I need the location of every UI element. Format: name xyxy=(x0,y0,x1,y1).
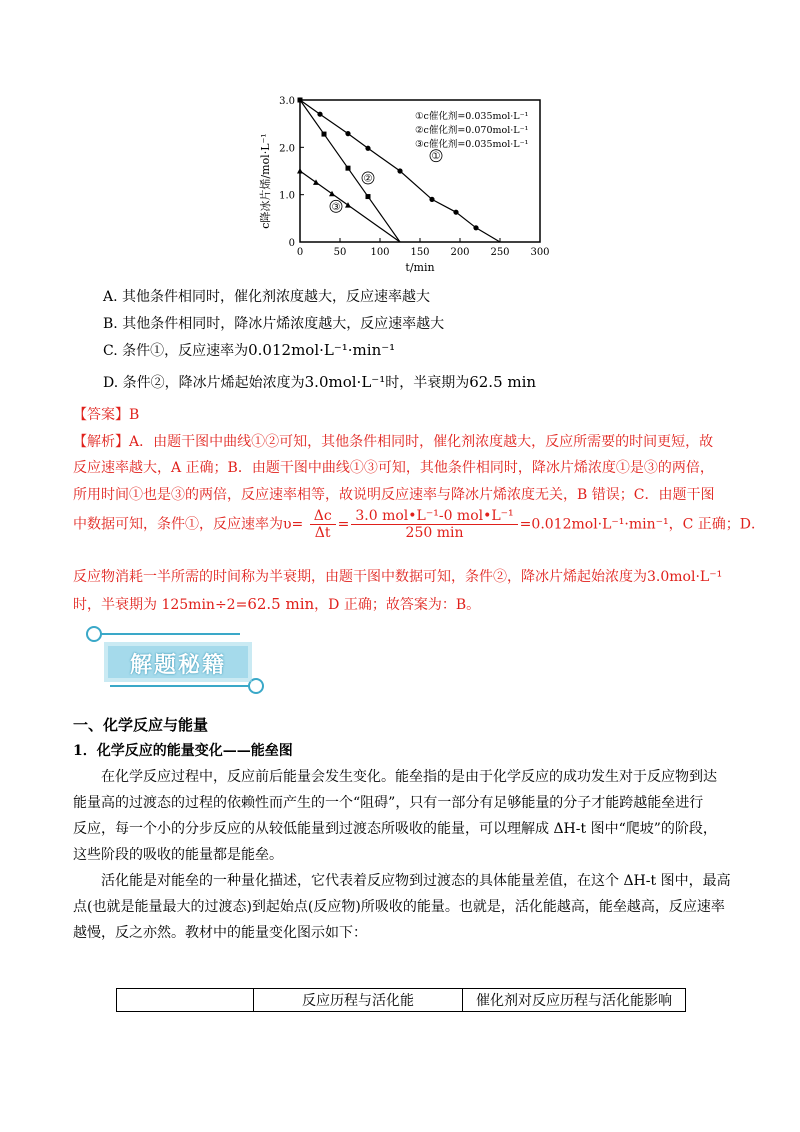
analysis-line-1: 【解析】A．由题干图中曲线①②可知，其他条件相同时，催化剂浓度越大，反应所需要的时间更短，故 xyxy=(73,434,714,450)
delta-fraction xyxy=(310,508,336,541)
data-point xyxy=(298,98,303,103)
y-tick-label: 2.0 xyxy=(279,143,295,155)
paragraph-1-line-4: 这些阶段的吸收的能量都是能垒。 xyxy=(73,847,283,863)
half-life-value: 62.5 min xyxy=(247,595,315,613)
y-tick-label: 1.0 xyxy=(279,190,295,202)
x-tick-label: 200 xyxy=(450,247,470,258)
x-tick-label: 100 xyxy=(370,247,390,258)
table-header-cell: 反应历程与活化能 xyxy=(254,989,463,1012)
x-tick-label: 150 xyxy=(410,247,430,258)
data-point xyxy=(453,210,458,215)
rate-value: 0.012mol·L⁻¹·min⁻¹ xyxy=(531,516,669,533)
banner-title: 解题秘籍 xyxy=(129,653,226,678)
legend-item-1: ①c催化剂=0.035mol·L⁻¹ xyxy=(415,111,529,122)
paragraph-2-line-1: 活化能是对能垒的一种量化描述，它代表着反应物到过渡态的具体能量差值，在这个 ΔH-t 图中，最高 xyxy=(101,873,731,889)
data-point xyxy=(429,197,434,202)
curve-label: ① xyxy=(431,151,441,163)
analysis-line-4-end: ，C 正确；D． xyxy=(668,516,766,533)
option-d-value2: 62.5 min xyxy=(469,373,537,391)
paragraph-1-line-2: 能量高的过渡态的过程的依赖性而产生的一个“阻碍”，只有一部分有足够能量的分子才能跨越能垒进行 xyxy=(73,795,704,811)
option-d-value: 3.0mol·L⁻¹ xyxy=(304,373,386,391)
option-d xyxy=(103,372,536,392)
option-d-text: D. 条件②，降冰片烯起始浓度为 xyxy=(103,375,305,391)
paragraph-2-line-2: 点(也就是能量最大的过渡态)到起始点(反应物)所吸收的能量。也就是，活化能越高，能垒越高，反应速率 xyxy=(73,899,725,915)
data-point xyxy=(366,194,371,199)
x-axis-label: t/min xyxy=(405,261,435,274)
legend-item-2: ②c催化剂=0.070mol·L⁻¹ xyxy=(415,125,529,136)
data-point xyxy=(345,131,350,136)
analysis-line-4-text: 中数据可知，条件①，反应速率为υ= xyxy=(73,516,304,533)
y-tick-label: 3.0 xyxy=(279,96,295,107)
table-header-cell: 催化剂对反应历程与活化能影响 xyxy=(463,989,686,1012)
answer-label: 【答案】B xyxy=(73,407,140,423)
table-header-cell xyxy=(117,989,254,1012)
option-c xyxy=(103,340,395,360)
rate-fraction-den: 250 min xyxy=(405,525,464,541)
series-line-2 xyxy=(300,100,400,242)
data-point xyxy=(322,132,327,137)
x-tick-label: 0 xyxy=(296,247,304,258)
paragraph-2-line-3: 越慢，反之亦然。教材中的能量变化图示如下： xyxy=(73,925,367,941)
data-point xyxy=(397,168,402,173)
reaction-chart xyxy=(255,95,555,275)
analysis-line-6-end: ，D 正确；故答案为：B。 xyxy=(314,597,481,613)
x-tick-label: 250 xyxy=(490,247,510,258)
paragraph-1-line-1: 在化学反应过程中，反应前后能量会发生变化。能垒指的是由于化学反应的成功发生对于反应物到达 xyxy=(101,769,717,785)
analysis-line-5: 反应物消耗一半所需的时间称为半衰期，由题干图中数据可知，条件②，降冰片烯起始浓度为3.0mol·L⁻¹ xyxy=(73,569,723,585)
option-c-text: C. 条件①，反应速率为 xyxy=(103,343,249,359)
option-c-value: 0.012mol·L⁻¹·min⁻¹ xyxy=(248,341,396,359)
y-tick-label: 0 xyxy=(288,238,295,249)
curve-label: ② xyxy=(363,173,373,185)
paragraph-1-line-3: 反应，每一个小的分步反应的从较低能量到过渡态所吸收的能量，可以理解成 ΔH-t 图中“爬坡”的阶段， xyxy=(73,821,717,837)
data-point xyxy=(473,225,478,230)
delta-fraction-num: Δc xyxy=(310,508,336,525)
data-point xyxy=(317,112,322,117)
delta-fraction-den: Δt xyxy=(314,525,331,541)
analysis-line-6 xyxy=(73,594,480,614)
data-point xyxy=(365,146,370,151)
curve-label: ③ xyxy=(331,201,341,213)
table-row xyxy=(117,989,686,1012)
x-tick-label: 300 xyxy=(530,247,550,258)
comparison-table xyxy=(116,988,686,1012)
analysis-line-3: 所用时间①也是③的两倍，反应速率相等，故说明反应速率与降冰片烯浓度无关，B 错误；C．由题干图 xyxy=(73,487,715,503)
data-point xyxy=(346,166,351,171)
tips-banner xyxy=(80,624,270,700)
subsection-heading: 1．化学反应的能量变化——能垒图 xyxy=(73,743,293,759)
rate-fraction-num: 3.0 mol•L⁻¹-0 mol•L⁻¹ xyxy=(351,508,517,525)
option-b: B. 其他条件相同时，降冰片烯浓度越大，反应速率越大 xyxy=(103,316,445,332)
section-heading: 一、化学反应与能量 xyxy=(73,716,209,734)
analysis-line-6-text: 时，半衰期为 125min÷2= xyxy=(73,597,248,613)
option-a: A. 其他条件相同时，催化剂浓度越大，反应速率越大 xyxy=(103,289,431,305)
x-tick-label: 50 xyxy=(333,247,347,258)
data-point xyxy=(297,168,303,174)
analysis-line-4: 中数据可知，条件①，反应速率为υ= $\frac{\Delta c}{\Delta t}$ = $\frac{\text{3.0 mol•L⁻¹-0 mol•L⁻¹}}{250 \min}$ =0.012mol·L⁻¹·min⁻¹，C 正确；D． xyxy=(73,508,766,541)
rate-fraction xyxy=(351,508,517,541)
y-axis-label: c降冰片烯/mol·L⁻¹ xyxy=(259,133,272,229)
option-d-mid: 时，半衰期为 xyxy=(385,375,470,391)
analysis-line-2: 反应速率越大，A 正确；B．由题干图中曲线①③可知，其他条件相同时，降冰片烯浓度①是③的两倍， xyxy=(73,460,714,476)
legend-item-3: ③c催化剂=0.035mol·L⁻¹ xyxy=(415,139,529,150)
